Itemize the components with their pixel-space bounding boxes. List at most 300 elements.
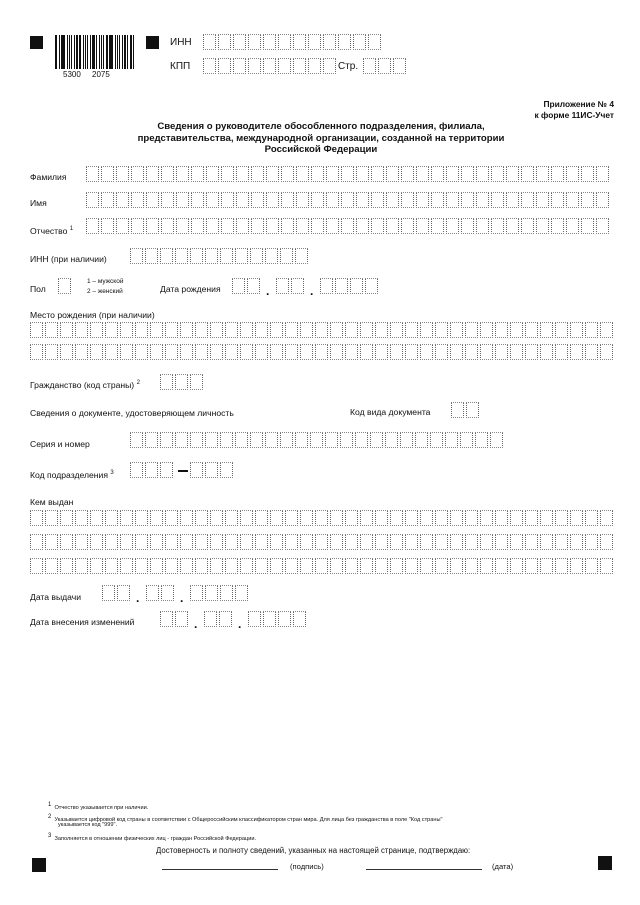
input-cell[interactable] (450, 344, 463, 360)
input-cell[interactable] (386, 166, 399, 182)
input-cell[interactable] (247, 278, 260, 294)
input-cell[interactable] (165, 534, 178, 550)
input-cell[interactable] (86, 192, 99, 208)
input-cell[interactable] (506, 218, 519, 234)
input-cell[interactable] (30, 534, 43, 550)
input-cell[interactable] (315, 344, 328, 360)
input-cell[interactable] (225, 534, 238, 550)
input-cell[interactable] (521, 218, 534, 234)
input-cell[interactable] (270, 534, 283, 550)
sex-cell[interactable] (58, 278, 73, 294)
input-cell[interactable] (285, 558, 298, 574)
input-cell[interactable] (326, 192, 339, 208)
input-cell[interactable] (445, 432, 458, 448)
input-cell[interactable] (120, 344, 133, 360)
input-cell[interactable] (45, 322, 58, 338)
input-cell[interactable] (105, 534, 118, 550)
input-cell[interactable] (551, 218, 564, 234)
input-cell[interactable] (101, 192, 114, 208)
input-cell[interactable] (266, 192, 279, 208)
input-cell[interactable] (255, 344, 268, 360)
input-cell[interactable] (281, 218, 294, 234)
input-cell[interactable] (405, 322, 418, 338)
input-cell[interactable] (225, 558, 238, 574)
input-cell[interactable] (225, 322, 238, 338)
input-cell[interactable] (248, 611, 261, 627)
input-cell[interactable] (450, 510, 463, 526)
input-cell[interactable] (270, 322, 283, 338)
input-cell[interactable] (293, 34, 306, 50)
input-cell[interactable] (375, 344, 388, 360)
input-cell[interactable] (270, 344, 283, 360)
input-cell[interactable] (480, 510, 493, 526)
input-cell[interactable] (195, 534, 208, 550)
birth-year-cells[interactable] (320, 278, 380, 294)
input-cell[interactable] (195, 558, 208, 574)
input-cell[interactable] (101, 166, 114, 182)
input-cell[interactable] (360, 558, 373, 574)
citizenship-cells[interactable] (160, 374, 205, 390)
input-cell[interactable] (266, 166, 279, 182)
input-cell[interactable] (280, 432, 293, 448)
input-cell[interactable] (311, 192, 324, 208)
birth-day-cells[interactable] (232, 278, 262, 294)
input-cell[interactable] (461, 166, 474, 182)
input-cell[interactable] (233, 58, 246, 74)
input-cell[interactable] (420, 558, 433, 574)
input-cell[interactable] (190, 462, 203, 478)
input-cell[interactable] (131, 192, 144, 208)
input-cell[interactable] (210, 558, 223, 574)
input-cell[interactable] (435, 322, 448, 338)
input-cell[interactable] (145, 432, 158, 448)
input-cell[interactable] (135, 510, 148, 526)
input-cell[interactable] (555, 510, 568, 526)
input-cell[interactable] (315, 534, 328, 550)
input-cell[interactable] (255, 510, 268, 526)
input-cell[interactable] (146, 585, 159, 601)
name-cells[interactable] (86, 192, 611, 208)
input-cell[interactable] (600, 510, 613, 526)
input-cell[interactable] (60, 534, 73, 550)
input-cell[interactable] (105, 322, 118, 338)
input-cell[interactable] (495, 344, 508, 360)
input-cell[interactable] (160, 374, 173, 390)
input-cell[interactable] (278, 58, 291, 74)
input-cell[interactable] (300, 510, 313, 526)
issue-year-cells[interactable] (190, 585, 250, 601)
input-cell[interactable] (180, 534, 193, 550)
input-cell[interactable] (295, 432, 308, 448)
input-cell[interactable] (120, 510, 133, 526)
input-cell[interactable] (263, 58, 276, 74)
input-cell[interactable] (585, 558, 598, 574)
input-cell[interactable] (393, 58, 406, 74)
input-cell[interactable] (131, 166, 144, 182)
input-cell[interactable] (293, 611, 306, 627)
input-cell[interactable] (233, 34, 246, 50)
input-cell[interactable] (263, 34, 276, 50)
input-cell[interactable] (345, 510, 358, 526)
input-cell[interactable] (461, 192, 474, 208)
input-cell[interactable] (536, 192, 549, 208)
input-cell[interactable] (218, 58, 231, 74)
input-cell[interactable] (240, 558, 253, 574)
input-cell[interactable] (551, 166, 564, 182)
input-cell[interactable] (431, 218, 444, 234)
input-cell[interactable] (495, 534, 508, 550)
input-cell[interactable] (220, 432, 233, 448)
input-cell[interactable] (370, 432, 383, 448)
kpp-cells[interactable] (203, 58, 338, 74)
input-cell[interactable] (506, 166, 519, 182)
input-cell[interactable] (596, 218, 609, 234)
input-cell[interactable] (160, 432, 173, 448)
input-cell[interactable] (130, 462, 143, 478)
input-cell[interactable] (30, 344, 43, 360)
input-cell[interactable] (248, 34, 261, 50)
input-cell[interactable] (270, 558, 283, 574)
input-cell[interactable] (450, 534, 463, 550)
input-cell[interactable] (75, 322, 88, 338)
input-cell[interactable] (585, 510, 598, 526)
input-cell[interactable] (536, 218, 549, 234)
input-cell[interactable] (335, 278, 348, 294)
input-cell[interactable] (105, 344, 118, 360)
input-cell[interactable] (116, 166, 129, 182)
input-cell[interactable] (495, 510, 508, 526)
input-cell[interactable] (465, 558, 478, 574)
input-cell[interactable] (190, 374, 203, 390)
input-cell[interactable] (75, 510, 88, 526)
input-cell[interactable] (281, 166, 294, 182)
input-cell[interactable] (581, 166, 594, 182)
input-cell[interactable] (145, 462, 158, 478)
input-cell[interactable] (60, 344, 73, 360)
input-cell[interactable] (476, 192, 489, 208)
input-cell[interactable] (278, 611, 291, 627)
input-cell[interactable] (145, 248, 158, 264)
input-cell[interactable] (296, 218, 309, 234)
input-cell[interactable] (356, 166, 369, 182)
input-cell[interactable] (205, 462, 218, 478)
input-cell[interactable] (371, 166, 384, 182)
inn-personal-cells[interactable] (130, 248, 310, 264)
input-cell[interactable] (225, 510, 238, 526)
change-year-cells[interactable] (248, 611, 308, 627)
input-cell[interactable] (150, 322, 163, 338)
input-cell[interactable] (176, 192, 189, 208)
input-cell[interactable] (295, 248, 308, 264)
input-cell[interactable] (75, 534, 88, 550)
input-cell[interactable] (251, 192, 264, 208)
input-cell[interactable] (341, 192, 354, 208)
input-cell[interactable] (219, 611, 232, 627)
input-cell[interactable] (495, 322, 508, 338)
input-cell[interactable] (435, 344, 448, 360)
input-cell[interactable] (135, 558, 148, 574)
input-cell[interactable] (195, 344, 208, 360)
input-cell[interactable] (265, 432, 278, 448)
input-cell[interactable] (405, 510, 418, 526)
input-cell[interactable] (315, 322, 328, 338)
input-cell[interactable] (600, 534, 613, 550)
input-cell[interactable] (585, 344, 598, 360)
input-cell[interactable] (300, 322, 313, 338)
input-cell[interactable] (190, 585, 203, 601)
input-cell[interactable] (210, 322, 223, 338)
input-cell[interactable] (105, 558, 118, 574)
input-cell[interactable] (281, 192, 294, 208)
input-cell[interactable] (345, 344, 358, 360)
input-cell[interactable] (248, 58, 261, 74)
input-cell[interactable] (585, 534, 598, 550)
input-cell[interactable] (480, 558, 493, 574)
input-cell[interactable] (175, 611, 188, 627)
input-cell[interactable] (116, 218, 129, 234)
input-cell[interactable] (466, 402, 479, 418)
input-cell[interactable] (540, 558, 553, 574)
input-cell[interactable] (521, 192, 534, 208)
input-cell[interactable] (280, 248, 293, 264)
input-cell[interactable] (360, 322, 373, 338)
input-cell[interactable] (255, 534, 268, 550)
input-cell[interactable] (165, 510, 178, 526)
input-cell[interactable] (150, 534, 163, 550)
input-cell[interactable] (296, 192, 309, 208)
input-cell[interactable] (276, 278, 289, 294)
input-cell[interactable] (218, 34, 231, 50)
change-day-cells[interactable] (160, 611, 190, 627)
input-cell[interactable] (353, 34, 366, 50)
input-cell[interactable] (323, 58, 336, 74)
input-cell[interactable] (585, 322, 598, 338)
input-cell[interactable] (221, 192, 234, 208)
input-cell[interactable] (525, 534, 538, 550)
input-cell[interactable] (204, 611, 217, 627)
input-cell[interactable] (206, 192, 219, 208)
input-cell[interactable] (150, 510, 163, 526)
input-cell[interactable] (330, 558, 343, 574)
input-cell[interactable] (450, 558, 463, 574)
input-cell[interactable] (30, 510, 43, 526)
input-cell[interactable] (375, 534, 388, 550)
input-cell[interactable] (308, 58, 321, 74)
input-cell[interactable] (461, 218, 474, 234)
input-cell[interactable] (405, 344, 418, 360)
input-cell[interactable] (510, 534, 523, 550)
input-cell[interactable] (235, 248, 248, 264)
input-cell[interactable] (285, 344, 298, 360)
input-cell[interactable] (236, 192, 249, 208)
input-cell[interactable] (525, 510, 538, 526)
input-cell[interactable] (251, 218, 264, 234)
input-cell[interactable] (363, 58, 376, 74)
input-cell[interactable] (191, 166, 204, 182)
input-cell[interactable] (416, 166, 429, 182)
input-cell[interactable] (365, 278, 378, 294)
input-cell[interactable] (90, 510, 103, 526)
input-cell[interactable] (570, 510, 583, 526)
issued-by-row-1[interactable] (30, 510, 615, 526)
input-cell[interactable] (250, 248, 263, 264)
input-cell[interactable] (390, 534, 403, 550)
input-cell[interactable] (120, 322, 133, 338)
input-cell[interactable] (205, 248, 218, 264)
input-cell[interactable] (180, 344, 193, 360)
input-cell[interactable] (58, 278, 71, 294)
input-cell[interactable] (285, 510, 298, 526)
input-cell[interactable] (210, 534, 223, 550)
input-cell[interactable] (135, 322, 148, 338)
input-cell[interactable] (338, 34, 351, 50)
input-cell[interactable] (206, 166, 219, 182)
page-cells[interactable] (363, 58, 408, 74)
date-line[interactable] (366, 869, 482, 870)
input-cell[interactable] (368, 34, 381, 50)
input-cell[interactable] (176, 166, 189, 182)
birth-place-row-2[interactable] (30, 344, 615, 360)
patronymic-cells[interactable] (86, 218, 611, 234)
input-cell[interactable] (415, 432, 428, 448)
input-cell[interactable] (386, 218, 399, 234)
input-cell[interactable] (510, 344, 523, 360)
input-cell[interactable] (150, 344, 163, 360)
input-cell[interactable] (90, 534, 103, 550)
input-cell[interactable] (451, 402, 464, 418)
input-cell[interactable] (175, 374, 188, 390)
input-cell[interactable] (323, 34, 336, 50)
input-cell[interactable] (117, 585, 130, 601)
input-cell[interactable] (146, 192, 159, 208)
input-cell[interactable] (540, 344, 553, 360)
input-cell[interactable] (360, 534, 373, 550)
input-cell[interactable] (60, 510, 73, 526)
input-cell[interactable] (191, 218, 204, 234)
input-cell[interactable] (236, 166, 249, 182)
input-cell[interactable] (101, 218, 114, 234)
input-cell[interactable] (326, 166, 339, 182)
input-cell[interactable] (356, 218, 369, 234)
input-cell[interactable] (60, 322, 73, 338)
input-cell[interactable] (525, 558, 538, 574)
division-code-cells-1[interactable] (130, 462, 175, 478)
input-cell[interactable] (540, 322, 553, 338)
input-cell[interactable] (135, 344, 148, 360)
series-number-cells[interactable] (130, 432, 505, 448)
input-cell[interactable] (446, 218, 459, 234)
input-cell[interactable] (340, 432, 353, 448)
input-cell[interactable] (255, 322, 268, 338)
division-code-cells-2[interactable] (190, 462, 235, 478)
input-cell[interactable] (221, 166, 234, 182)
input-cell[interactable] (390, 344, 403, 360)
input-cell[interactable] (378, 58, 391, 74)
input-cell[interactable] (581, 218, 594, 234)
input-cell[interactable] (506, 192, 519, 208)
input-cell[interactable] (220, 585, 233, 601)
input-cell[interactable] (600, 322, 613, 338)
input-cell[interactable] (330, 322, 343, 338)
input-cell[interactable] (475, 432, 488, 448)
input-cell[interactable] (205, 432, 218, 448)
input-cell[interactable] (375, 322, 388, 338)
input-cell[interactable] (270, 510, 283, 526)
input-cell[interactable] (102, 585, 115, 601)
input-cell[interactable] (206, 218, 219, 234)
input-cell[interactable] (435, 510, 448, 526)
input-cell[interactable] (525, 344, 538, 360)
inn-cells[interactable] (203, 34, 383, 50)
input-cell[interactable] (330, 534, 343, 550)
input-cell[interactable] (30, 558, 43, 574)
input-cell[interactable] (300, 558, 313, 574)
input-cell[interactable] (400, 432, 413, 448)
input-cell[interactable] (160, 462, 173, 478)
input-cell[interactable] (190, 432, 203, 448)
input-cell[interactable] (161, 166, 174, 182)
input-cell[interactable] (120, 558, 133, 574)
input-cell[interactable] (375, 510, 388, 526)
input-cell[interactable] (105, 510, 118, 526)
input-cell[interactable] (555, 534, 568, 550)
input-cell[interactable] (386, 192, 399, 208)
input-cell[interactable] (235, 585, 248, 601)
input-cell[interactable] (551, 192, 564, 208)
input-cell[interactable] (480, 534, 493, 550)
input-cell[interactable] (220, 248, 233, 264)
input-cell[interactable] (240, 510, 253, 526)
input-cell[interactable] (161, 192, 174, 208)
input-cell[interactable] (120, 534, 133, 550)
input-cell[interactable] (476, 218, 489, 234)
input-cell[interactable] (416, 192, 429, 208)
input-cell[interactable] (251, 166, 264, 182)
input-cell[interactable] (130, 432, 143, 448)
input-cell[interactable] (431, 166, 444, 182)
input-cell[interactable] (240, 344, 253, 360)
surname-cells[interactable] (86, 166, 611, 182)
input-cell[interactable] (75, 558, 88, 574)
input-cell[interactable] (525, 322, 538, 338)
input-cell[interactable] (320, 278, 333, 294)
input-cell[interactable] (345, 322, 358, 338)
input-cell[interactable] (250, 432, 263, 448)
input-cell[interactable] (165, 344, 178, 360)
input-cell[interactable] (416, 218, 429, 234)
input-cell[interactable] (225, 344, 238, 360)
input-cell[interactable] (540, 534, 553, 550)
input-cell[interactable] (146, 218, 159, 234)
input-cell[interactable] (86, 166, 99, 182)
input-cell[interactable] (401, 192, 414, 208)
input-cell[interactable] (266, 218, 279, 234)
input-cell[interactable] (150, 558, 163, 574)
input-cell[interactable] (175, 248, 188, 264)
input-cell[interactable] (390, 322, 403, 338)
input-cell[interactable] (180, 322, 193, 338)
input-cell[interactable] (495, 558, 508, 574)
birth-place-row-1[interactable] (30, 322, 615, 338)
signature-line[interactable] (162, 869, 278, 870)
issued-by-row-2[interactable] (30, 534, 615, 550)
input-cell[interactable] (360, 510, 373, 526)
input-cell[interactable] (510, 322, 523, 338)
input-cell[interactable] (255, 558, 268, 574)
input-cell[interactable] (536, 166, 549, 182)
input-cell[interactable] (390, 510, 403, 526)
input-cell[interactable] (510, 510, 523, 526)
